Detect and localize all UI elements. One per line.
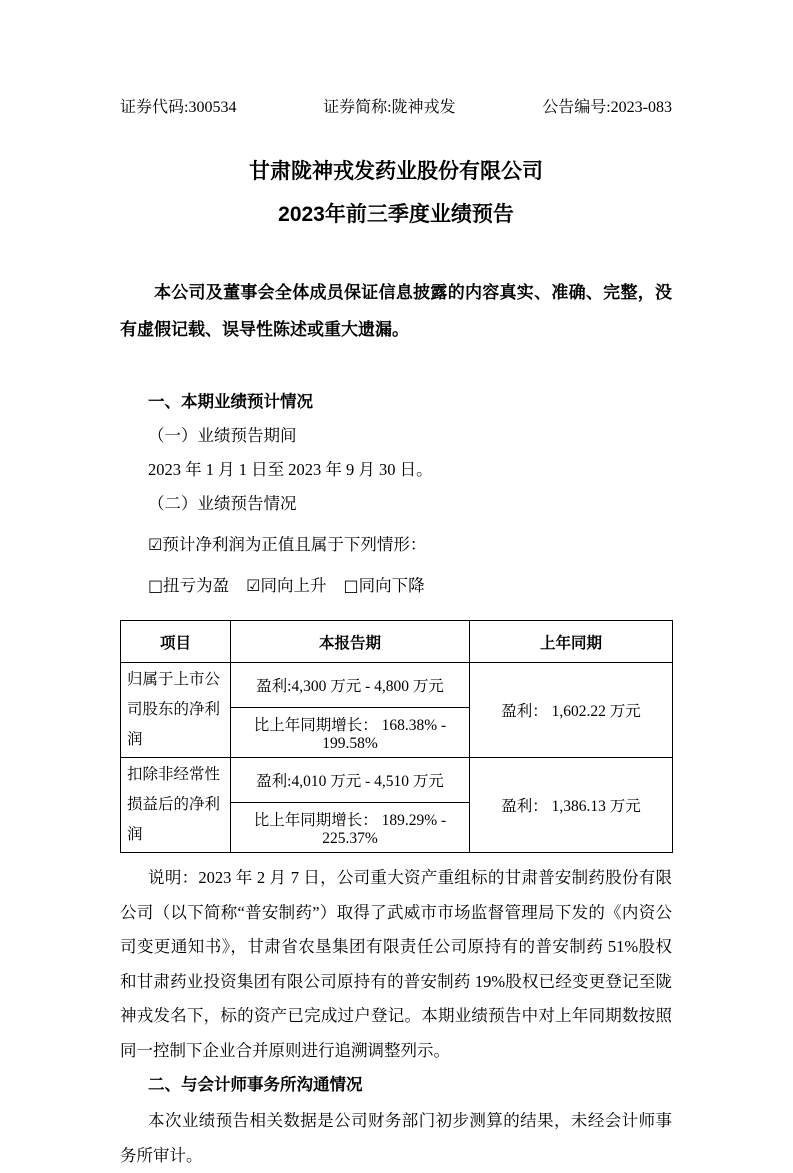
disclaimer-text: 本公司及董事会全体成员保证信息披露的内容真实、准确、完整，没有虚假记载、误导性陈述或重大遗漏。 <box>120 283 672 339</box>
report-title: 2023年前三季度业绩预告 <box>278 203 514 226</box>
checkbox-checked-icon: ☑ <box>148 535 163 554</box>
option-label: 扭亏为盈 <box>163 576 230 595</box>
announcement-number: 公告编号:2023-083 <box>542 99 672 116</box>
header-current-period: 本报告期 <box>231 621 470 663</box>
header-item: 项目 <box>121 621 231 663</box>
company-title: 甘肃陇神戎发药业股份有限公司 <box>249 160 543 183</box>
note-paragraph: 说明：2023 年 2 月 7 日，公司重大资产重组标的甘肃普安制药股份有限公司（以下简称“普安制药”）取得了武威市市场监督管理局下发的《内资公司变更通知书》，甘肃省农垦集团有限责任公司原持有的普安制药 51%股权和甘肃药业投资集团有限公司原持有的普安制药 19%股权已经变更登记至陇神戎发名下，标的资产已完成过户登记。本期业绩预告中对上年同期数按照同一控制下企业合并原则进行追溯调整列示。 <box>120 868 672 1060</box>
deducted-profit-range: 盈利:4,010 万元 - 4,510 万元 <box>231 758 470 803</box>
deducted-profit-prior: 盈利： 1,386.13 万元 <box>470 758 673 853</box>
table-row <box>121 758 673 803</box>
forecast-options-line <box>120 569 672 603</box>
subsection-1-2-heading: （二）业绩预告情况 <box>148 494 297 513</box>
stock-name: 证券简称:陇神戎发 <box>323 99 456 116</box>
checkbox-unchecked-icon: □ <box>148 576 164 595</box>
forecast-period: 2023 年 1 月 1 日至 2023 年 9 月 30 日。 <box>148 460 433 479</box>
section-1-heading: 一、本期业绩预计情况 <box>148 393 314 411</box>
stock-code: 证券代码:300534 <box>120 99 237 116</box>
row-item-net-profit: 归属于上市公司股东的净利润 <box>121 663 231 758</box>
option-turn-profitable <box>148 576 229 595</box>
net-profit-range: 盈利:4,300 万元 - 4,800 万元 <box>231 663 470 708</box>
earnings-forecast-table <box>120 620 673 853</box>
row-item-deducted-profit: 扣除非经常性损益后的净利润 <box>121 758 231 853</box>
checkbox-unchecked-icon: □ <box>343 576 359 595</box>
forecast-type-label: 预计净利润为正值且属于下列情形： <box>162 535 427 554</box>
forecast-type-line <box>120 528 672 562</box>
document-meta-line <box>120 97 672 119</box>
option-label: 同向上升 <box>260 576 327 595</box>
net-profit-prior: 盈利： 1,602.22 万元 <box>470 663 673 758</box>
title-block <box>120 159 672 228</box>
table-header-row <box>121 621 673 663</box>
option-same-direction-up <box>246 576 326 595</box>
section-2-body: 本次业绩预告相关数据是公司财务部门初步测算的结果，未经会计师事务所审计。 <box>120 1111 672 1165</box>
option-same-direction-down <box>344 576 425 595</box>
table-row <box>121 663 673 708</box>
header-prior-period: 上年同期 <box>470 621 673 663</box>
subsection-1-1-heading: （一）业绩预告期间 <box>148 426 297 445</box>
checkbox-checked-icon: ☑ <box>246 576 261 595</box>
option-label: 同向下降 <box>358 576 425 595</box>
section-2-heading: 二、与会计师事务所沟通情况 <box>148 1076 363 1094</box>
deducted-profit-growth: 比上年同期增长： 189.29% - 225.37% <box>231 803 470 853</box>
net-profit-growth: 比上年同期增长： 168.38% - 199.58% <box>231 708 470 758</box>
